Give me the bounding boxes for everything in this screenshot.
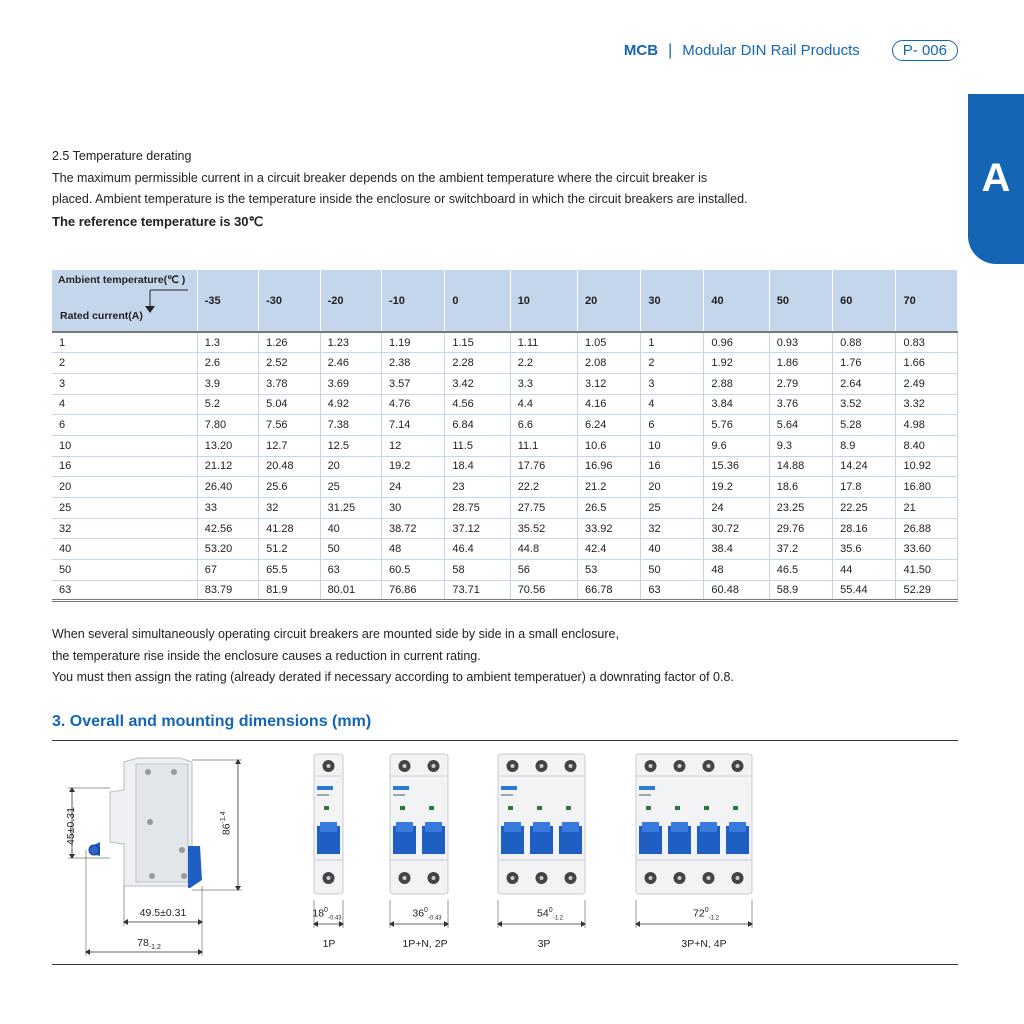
pole-label-3p: 3P <box>537 938 551 950</box>
derated-value-cell: 1.3 <box>197 332 258 353</box>
derated-value-cell: 28.16 <box>833 518 896 539</box>
header-category: MCB <box>623 42 659 59</box>
derated-value-cell: 12 <box>381 435 444 456</box>
derated-value-cell: 26.40 <box>197 477 258 498</box>
derated-value-cell: 3.42 <box>445 373 510 394</box>
derated-value-cell: 66.78 <box>577 580 640 601</box>
derated-value-cell: 32 <box>641 518 704 539</box>
temperature-header: 10 <box>510 270 577 332</box>
derated-value-cell: 81.9 <box>259 580 320 601</box>
derated-value-cell: 22.2 <box>510 477 577 498</box>
derated-value-cell: 37.2 <box>769 539 832 560</box>
table-row <box>52 394 958 415</box>
derated-value-cell: 3.57 <box>381 373 444 394</box>
temperature-header: -10 <box>381 270 444 332</box>
derated-value-cell: 67 <box>197 560 258 581</box>
derated-value-cell: 2.28 <box>445 353 510 374</box>
derated-value-cell: 24 <box>704 498 769 519</box>
table-row <box>52 456 958 477</box>
pole-label-2p: 1P+N, 2P <box>402 938 448 950</box>
table-row <box>52 415 958 436</box>
derated-value-cell: 41.50 <box>896 560 958 581</box>
derated-value-cell: 32 <box>259 498 320 519</box>
derated-value-cell: 11.5 <box>445 435 510 456</box>
derated-value-cell: 76.86 <box>381 580 444 601</box>
width-54-label <box>530 907 570 922</box>
width-36-label <box>407 907 447 922</box>
derated-value-cell: 22.25 <box>833 498 896 519</box>
derated-value-cell: 3.12 <box>577 373 640 394</box>
width-72-text: 72 <box>693 907 705 920</box>
derated-value-cell: 10.92 <box>896 456 958 477</box>
side-view-drawing <box>68 758 242 956</box>
width-36-text: 36 <box>412 907 425 920</box>
height-45-label <box>52 792 88 862</box>
enclosure-derating-paragraph <box>52 624 952 689</box>
paragraph-line-3: You must then assign the rating (already derated if necessary according to ambient temperatuer) a downrating factor of 0.8. <box>52 670 734 685</box>
derated-value-cell: 2 <box>641 353 704 374</box>
derated-value-cell: 10 <box>641 435 704 456</box>
derated-value-cell: 23 <box>445 477 510 498</box>
height-86-text: 86 <box>220 823 233 836</box>
derated-value-cell: 40 <box>320 518 381 539</box>
section-3-title: 3. Overall and mounting dimensions (mm) <box>52 713 372 730</box>
rated-current-cell: 1 <box>52 332 197 353</box>
derated-value-cell: 4.4 <box>510 394 577 415</box>
temperature-header: -20 <box>320 270 381 332</box>
derated-value-cell: 2.38 <box>381 353 444 374</box>
derated-value-cell: 0.93 <box>769 332 832 353</box>
derated-value-cell: 3 <box>641 373 704 394</box>
derated-value-cell: 1.15 <box>445 332 510 353</box>
derated-value-cell: 38.72 <box>381 518 444 539</box>
width-54-zero: 0 <box>548 907 553 914</box>
derated-value-cell: 1.92 <box>704 353 769 374</box>
table-row <box>52 435 958 456</box>
derated-value-cell: 12.5 <box>320 435 381 456</box>
derated-value-cell: 0.96 <box>704 332 769 353</box>
corner-arrow-icon <box>144 288 190 314</box>
derated-value-cell: 1.86 <box>769 353 832 374</box>
rated-current-label: Rated current(A) <box>60 310 143 322</box>
reference-temperature: The reference temperature is 30℃ <box>52 213 264 229</box>
derated-value-cell: 24 <box>381 477 444 498</box>
derated-value-cell: 0.83 <box>896 332 958 353</box>
derated-value-cell: 46.4 <box>445 539 510 560</box>
derated-value-cell: 37.12 <box>445 518 510 539</box>
derated-value-cell: 26.5 <box>577 498 640 519</box>
derated-value-cell: 21 <box>896 498 958 519</box>
table-row <box>52 477 958 498</box>
derated-value-cell: 16.80 <box>896 477 958 498</box>
derated-value-cell: 1 <box>641 332 704 353</box>
derated-value-cell: 10.6 <box>577 435 640 456</box>
derated-value-cell: 70.56 <box>510 580 577 601</box>
derated-value-cell: 60.48 <box>704 580 769 601</box>
intro-line-1: The maximum permissible current in a circuit breaker depends on the ambient temperature where the circuit breaker is <box>52 170 708 185</box>
derated-value-cell: 18.6 <box>769 477 832 498</box>
derated-value-cell: 29.76 <box>769 518 832 539</box>
rated-current-cell: 32 <box>52 518 197 539</box>
temperature-header: 60 <box>833 270 896 332</box>
derated-value-cell: 2.79 <box>769 373 832 394</box>
derated-value-cell: 25.6 <box>259 477 320 498</box>
derated-value-cell: 2.49 <box>896 373 958 394</box>
derated-value-cell: 11.1 <box>510 435 577 456</box>
derated-value-cell: 5.28 <box>833 415 896 436</box>
breaker-4p <box>635 754 753 928</box>
height-45-text: 45±0.31 <box>65 807 77 845</box>
derated-value-cell: 8.40 <box>896 435 958 456</box>
width-18-zero: 0 <box>324 907 328 914</box>
derated-value-cell: 7.56 <box>259 415 320 436</box>
breaker-1p <box>313 754 344 928</box>
section-rule-top <box>52 740 958 741</box>
width-72-tolerance: -1.2 <box>708 915 719 922</box>
height-86-label <box>212 805 242 845</box>
derated-value-cell: 35.6 <box>833 539 896 560</box>
derated-value-cell: 1.23 <box>320 332 381 353</box>
width-54-tolerance: -1.2 <box>552 915 563 922</box>
width-18-tolerance: -0.43 <box>327 915 342 922</box>
derated-value-cell: 2.64 <box>833 373 896 394</box>
height-86-tolerance: -1.4 <box>219 811 227 824</box>
side-tab-letter: A <box>981 156 1011 200</box>
derated-value-cell: 3.32 <box>896 394 958 415</box>
temperature-derating-intro <box>52 146 852 232</box>
derated-value-cell: 7.14 <box>381 415 444 436</box>
derated-value-cell: 30.72 <box>704 518 769 539</box>
derated-value-cell: 2.88 <box>704 373 769 394</box>
derated-value-cell: 8.9 <box>833 435 896 456</box>
derated-value-cell: 3.84 <box>704 394 769 415</box>
width-78-text: 78 <box>137 937 149 949</box>
derated-value-cell: 9.6 <box>704 435 769 456</box>
derated-value-cell: 3.78 <box>259 373 320 394</box>
derated-value-cell: 41.28 <box>259 518 320 539</box>
derated-value-cell: 5.2 <box>197 394 258 415</box>
derated-value-cell: 21.2 <box>577 477 640 498</box>
derated-value-cell: 30 <box>381 498 444 519</box>
derated-value-cell: 4.92 <box>320 394 381 415</box>
rated-current-cell: 4 <box>52 394 197 415</box>
temperature-header: -30 <box>259 270 320 332</box>
derated-value-cell: 58.9 <box>769 580 832 601</box>
width-18-text: 18 <box>312 907 325 920</box>
derated-value-cell: 42.56 <box>197 518 258 539</box>
derated-value-cell: 23.25 <box>769 498 832 519</box>
temperature-header: 50 <box>769 270 832 332</box>
derated-value-cell: 17.76 <box>510 456 577 477</box>
derated-value-cell: 3.3 <box>510 373 577 394</box>
derated-value-cell: 3.9 <box>197 373 258 394</box>
derated-value-cell: 9.3 <box>769 435 832 456</box>
derated-value-cell: 14.88 <box>769 456 832 477</box>
derated-value-cell: 20 <box>641 477 704 498</box>
derated-value-cell: 7.38 <box>320 415 381 436</box>
derated-value-cell: 65.5 <box>259 560 320 581</box>
table-row <box>52 498 958 519</box>
derated-value-cell: 6.24 <box>577 415 640 436</box>
derated-value-cell: 73.71 <box>445 580 510 601</box>
table-row <box>52 518 958 539</box>
rated-current-cell: 6 <box>52 415 197 436</box>
table-row <box>52 560 958 581</box>
derated-value-cell: 53.20 <box>197 539 258 560</box>
width-49-label: 49.5±0.31 <box>139 907 187 919</box>
width-72-label <box>686 907 726 922</box>
temperature-header: 70 <box>896 270 958 332</box>
rated-current-cell: 40 <box>52 539 197 560</box>
rated-current-cell: 10 <box>52 435 197 456</box>
derated-value-cell: 38.4 <box>704 539 769 560</box>
derated-value-cell: 26.88 <box>896 518 958 539</box>
derated-value-cell: 13.20 <box>197 435 258 456</box>
breaker-3p <box>497 754 586 928</box>
intro-heading: 2.5 Temperature derating <box>52 149 192 163</box>
derated-value-cell: 40 <box>641 539 704 560</box>
derated-value-cell: 4 <box>641 394 704 415</box>
derated-value-cell: 17.8 <box>833 477 896 498</box>
breaker-2p <box>389 754 449 928</box>
header-product: Modular DIN Rail Products <box>682 42 860 59</box>
derated-value-cell: 5.76 <box>704 415 769 436</box>
derated-value-cell: 31.25 <box>320 498 381 519</box>
derated-value-cell: 1.05 <box>577 332 640 353</box>
derated-value-cell: 58 <box>445 560 510 581</box>
width-36-zero: 0 <box>424 907 428 914</box>
derated-value-cell: 33 <box>197 498 258 519</box>
derated-value-cell: 5.04 <box>259 394 320 415</box>
derated-value-cell: 50 <box>320 539 381 560</box>
derated-value-cell: 15.36 <box>704 456 769 477</box>
rated-current-cell: 25 <box>52 498 197 519</box>
derated-value-cell: 25 <box>641 498 704 519</box>
rated-current-cell: 16 <box>52 456 197 477</box>
rated-current-cell: 50 <box>52 560 197 581</box>
dimension-drawing-svg <box>52 750 958 960</box>
derated-value-cell: 1.66 <box>896 353 958 374</box>
derated-value-cell: 3.76 <box>769 394 832 415</box>
derated-value-cell: 33.60 <box>896 539 958 560</box>
derated-value-cell: 63 <box>641 580 704 601</box>
derated-value-cell: 1.19 <box>381 332 444 353</box>
page-number-badge: P- 006 <box>892 40 958 61</box>
derated-value-cell: 2.52 <box>259 353 320 374</box>
dimension-drawings <box>52 750 958 960</box>
derated-value-cell: 14.24 <box>833 456 896 477</box>
derated-value-cell: 55.44 <box>833 580 896 601</box>
rated-current-cell: 2 <box>52 353 197 374</box>
derated-value-cell: 4.98 <box>896 415 958 436</box>
temperature-header: 20 <box>577 270 640 332</box>
derated-value-cell: 6.84 <box>445 415 510 436</box>
derated-value-cell: 1.11 <box>510 332 577 353</box>
rated-current-cell: 3 <box>52 373 197 394</box>
derated-value-cell: 83.79 <box>197 580 258 601</box>
pole-label-4p: 3P+N, 4P <box>681 938 727 950</box>
derated-value-cell: 44 <box>833 560 896 581</box>
width-72-zero: 0 <box>704 907 709 914</box>
derated-value-cell: 80.01 <box>320 580 381 601</box>
section-side-tab <box>968 94 1024 264</box>
width-18-label <box>312 907 342 922</box>
temperature-header: 40 <box>704 270 769 332</box>
derated-value-cell: 52.29 <box>896 580 958 601</box>
width-54-text: 54 <box>537 907 549 920</box>
header-separator: | <box>668 41 673 59</box>
derated-value-cell: 6 <box>641 415 704 436</box>
derated-value-cell: 50 <box>641 560 704 581</box>
derated-value-cell: 42.4 <box>577 539 640 560</box>
derated-value-cell: 20.48 <box>259 456 320 477</box>
derated-value-cell: 48 <box>704 560 769 581</box>
derated-value-cell: 2.2 <box>510 353 577 374</box>
derated-value-cell: 28.75 <box>445 498 510 519</box>
table-row <box>52 539 958 560</box>
table-header-row <box>52 270 958 332</box>
derated-value-cell: 33.92 <box>577 518 640 539</box>
derating-table <box>52 270 958 602</box>
derated-value-cell: 16.96 <box>577 456 640 477</box>
derated-value-cell: 4.56 <box>445 394 510 415</box>
derated-value-cell: 20 <box>320 456 381 477</box>
table-row <box>52 373 958 394</box>
paragraph-line-2: the temperature rise inside the enclosure causes a reduction in current rating. <box>52 648 481 663</box>
derated-value-cell: 63 <box>320 560 381 581</box>
derated-value-cell: 44.8 <box>510 539 577 560</box>
derated-value-cell: 19.2 <box>381 456 444 477</box>
derated-value-cell: 18.4 <box>445 456 510 477</box>
width-36-tolerance: -0.43 <box>427 915 442 922</box>
ambient-temperature-label: Ambient temperature(℃ ) <box>58 274 186 286</box>
pole-label-1p: 1P <box>322 938 336 950</box>
derated-value-cell: 12.7 <box>259 435 320 456</box>
width-78-label <box>124 937 174 951</box>
table-row <box>52 353 958 374</box>
derated-value-cell: 16 <box>641 456 704 477</box>
derated-value-cell: 4.16 <box>577 394 640 415</box>
derated-value-cell: 2.46 <box>320 353 381 374</box>
derated-value-cell: 35.52 <box>510 518 577 539</box>
derated-value-cell: 25 <box>320 477 381 498</box>
section-rule-bottom <box>52 964 958 965</box>
derated-value-cell: 46.5 <box>769 560 832 581</box>
intro-line-2: placed. Ambient temperature is the temperature inside the enclosure or switchboard in which the circuit breakers are installed. <box>52 192 748 206</box>
rated-current-cell: 63 <box>52 580 197 601</box>
table-row <box>52 580 958 601</box>
temperature-header: -35 <box>197 270 258 332</box>
derated-value-cell: 5.64 <box>769 415 832 436</box>
derated-value-cell: 60.5 <box>381 560 444 581</box>
derated-value-cell: 3.69 <box>320 373 381 394</box>
derated-value-cell: 48 <box>381 539 444 560</box>
derated-value-cell: 1.76 <box>833 353 896 374</box>
derated-value-cell: 0.88 <box>833 332 896 353</box>
table-row <box>52 332 958 353</box>
derated-value-cell: 27.75 <box>510 498 577 519</box>
width-78-tolerance: -1.2 <box>148 944 161 952</box>
derated-value-cell: 21.12 <box>197 456 258 477</box>
derated-value-cell: 51.2 <box>259 539 320 560</box>
table-corner-cell <box>52 270 197 332</box>
page-header <box>624 40 958 61</box>
derated-value-cell: 3.52 <box>833 394 896 415</box>
derated-value-cell: 2.08 <box>577 353 640 374</box>
derated-value-cell: 53 <box>577 560 640 581</box>
breaker-front-views <box>313 754 753 928</box>
paragraph-line-1: When several simultaneously operating circuit breakers are mounted side by side in a small enclosure, <box>52 627 619 641</box>
rated-current-cell: 20 <box>52 477 197 498</box>
derated-value-cell: 56 <box>510 560 577 581</box>
temperature-header: 30 <box>641 270 704 332</box>
derated-value-cell: 1.26 <box>259 332 320 353</box>
derated-value-cell: 6.6 <box>510 415 577 436</box>
derated-value-cell: 19.2 <box>704 477 769 498</box>
derated-value-cell: 2.6 <box>197 353 258 374</box>
temperature-header: 0 <box>445 270 510 332</box>
derated-value-cell: 7.80 <box>197 415 258 436</box>
derated-value-cell: 4.76 <box>381 394 444 415</box>
